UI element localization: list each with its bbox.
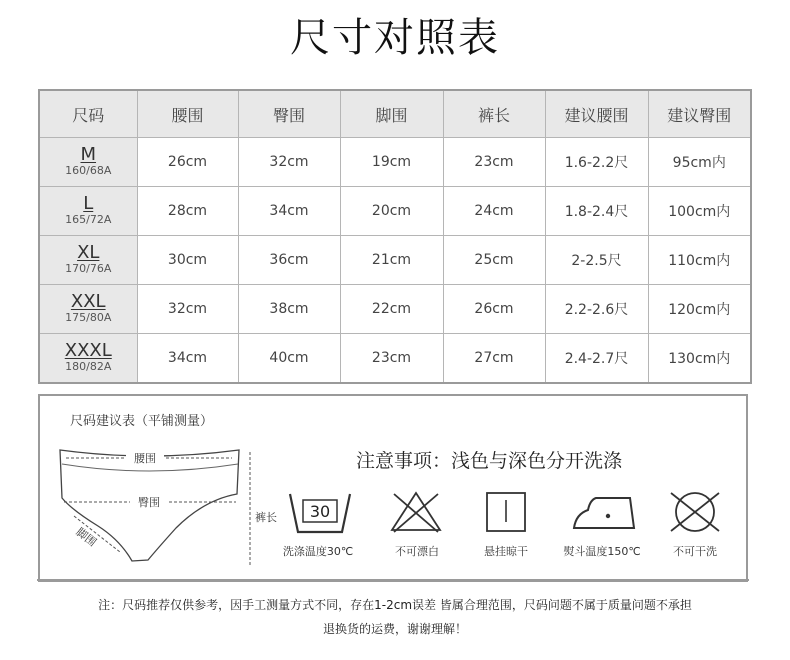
- size-chart-table: [38, 89, 752, 384]
- header-suggested-waist: 建议腰围: [545, 90, 648, 138]
- table-header-row: [39, 90, 751, 138]
- table-cell: 23cm: [443, 138, 545, 187]
- table-cell: 25cm: [443, 236, 545, 285]
- size-height: 180/82A: [65, 360, 112, 373]
- size-cell: [39, 138, 137, 187]
- iron-label: 熨斗温度150℃: [563, 545, 641, 558]
- table-cell: 26cm: [443, 285, 545, 334]
- table-cell: 32cm: [238, 138, 340, 187]
- table-cell: 2-2.5尺: [545, 236, 648, 285]
- header-suggested-hip: 建议臀围: [648, 90, 751, 138]
- table-cell: 36cm: [238, 236, 340, 285]
- table-cell: 26cm: [137, 138, 238, 187]
- hang-dry-icon: [484, 490, 528, 534]
- table-cell: 24cm: [443, 187, 545, 236]
- size-height: 165/72A: [65, 213, 112, 226]
- table-row: [39, 138, 751, 187]
- wash-label: 洗涤温度30℃: [282, 545, 354, 558]
- size-height: 175/80A: [65, 311, 112, 324]
- hang-dry-label: 悬挂晾干: [484, 545, 528, 558]
- leg-opening-label: 脚围: [73, 525, 99, 550]
- measurement-and-care-panel: [38, 394, 748, 582]
- footnote-line-2: 退换货的运费，谢谢理解！: [322, 622, 467, 636]
- waist-label: 腰围: [134, 452, 156, 465]
- no-dry-clean-label: 不可干洗: [673, 545, 717, 558]
- size-code: M: [80, 144, 97, 165]
- header-hip: 臀围: [238, 90, 340, 138]
- table-cell: 32cm: [137, 285, 238, 334]
- table-cell: 21cm: [340, 236, 443, 285]
- size-cell: [39, 187, 137, 236]
- table-cell: 28cm: [137, 187, 238, 236]
- table-cell: 1.8-2.4尺: [545, 187, 648, 236]
- table-cell: 19cm: [340, 138, 443, 187]
- table-cell: 27cm: [443, 334, 545, 384]
- table-row: [39, 187, 751, 236]
- page-title: 尺寸对照表: [290, 15, 500, 61]
- table-cell: 38cm: [238, 285, 340, 334]
- table-cell: 40cm: [238, 334, 340, 384]
- size-code: L: [83, 193, 94, 214]
- iron-icon: [570, 492, 636, 532]
- table-cell: 20cm: [340, 187, 443, 236]
- care-instructions-title: 注意事项：浅色与深色分开洗涤: [356, 450, 623, 472]
- header-length: 裤长: [443, 90, 545, 138]
- header-leg-opening: 脚围: [340, 90, 443, 138]
- table-cell: 130cm内: [648, 334, 751, 384]
- wash-30-icon: [288, 490, 352, 536]
- briefs-measurement-diagram: [54, 444, 304, 580]
- size-code: XL: [77, 242, 100, 263]
- header-size: 尺码: [39, 90, 137, 138]
- table-cell: 100cm内: [648, 187, 751, 236]
- table-row: [39, 236, 751, 285]
- footnote-line-1: 注：尺码推荐仅供参考，因手工测量方式不同，存在1-2cm误差 皆属合理范围，尺码问题不属于质量问题不承担: [98, 598, 692, 612]
- size-cell: [39, 236, 137, 285]
- no-bleach-icon: [388, 490, 444, 534]
- no-dry-clean-icon: [666, 490, 724, 534]
- table-row: [39, 285, 751, 334]
- measurement-guide-title: 尺码建议表（平铺测量）: [70, 414, 214, 429]
- table-cell: 110cm内: [648, 236, 751, 285]
- size-height: 160/68A: [65, 164, 112, 177]
- table-cell: 30cm: [137, 236, 238, 285]
- table-cell: 2.2-2.6尺: [545, 285, 648, 334]
- table-cell: 2.4-2.7尺: [545, 334, 648, 384]
- size-height: 170/76A: [65, 262, 112, 275]
- table-cell: 120cm内: [648, 285, 751, 334]
- table-cell: 34cm: [238, 187, 340, 236]
- table-cell: 23cm: [340, 334, 443, 384]
- table-cell: 22cm: [340, 285, 443, 334]
- header-waist: 腰围: [137, 90, 238, 138]
- hip-label: 臀围: [138, 496, 160, 509]
- size-cell: [39, 334, 137, 384]
- size-cell: [39, 285, 137, 334]
- no-bleach-label: 不可漂白: [395, 545, 439, 558]
- table-cell: 34cm: [137, 334, 238, 384]
- size-code: XXL: [70, 291, 106, 312]
- length-label: 裤长: [255, 511, 277, 524]
- table-cell: 1.6-2.2尺: [545, 138, 648, 187]
- size-code: XXXL: [64, 340, 112, 361]
- wash-temperature: 30: [309, 502, 331, 521]
- table-row: [39, 334, 751, 384]
- table-cell: 95cm内: [648, 138, 751, 187]
